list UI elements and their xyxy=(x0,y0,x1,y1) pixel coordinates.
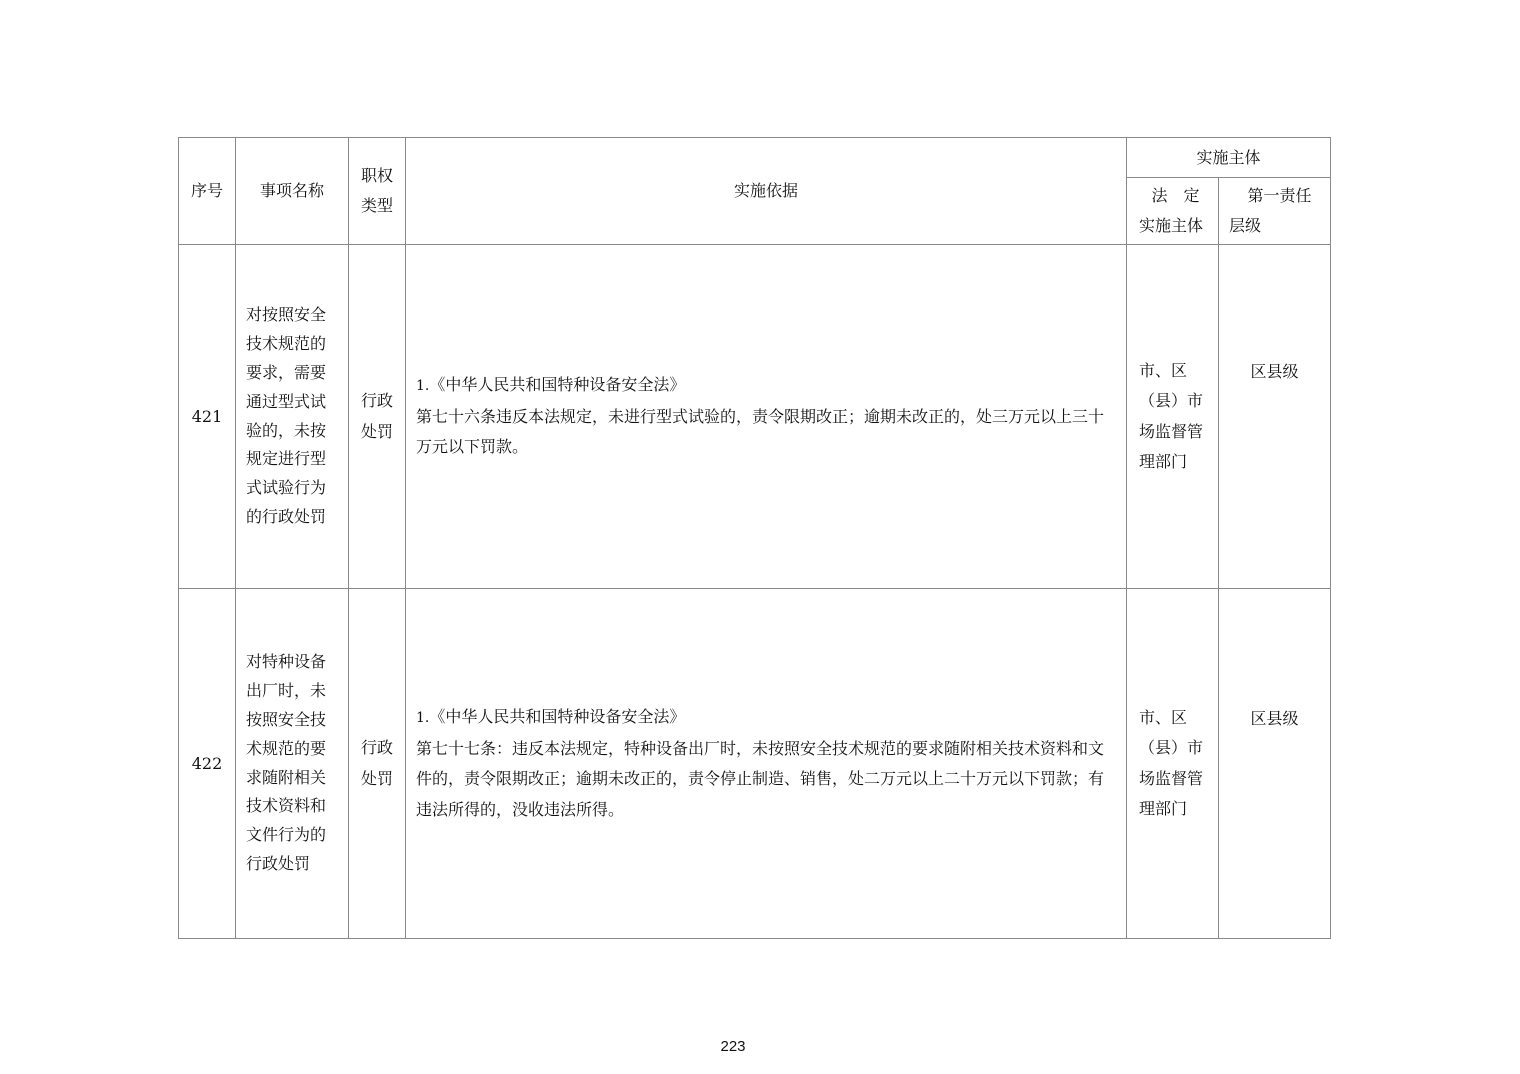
row-resp-level-text: 区县级 xyxy=(1250,361,1299,381)
basis-law-title xyxy=(416,702,1118,734)
row-seq: 421 xyxy=(179,245,236,589)
basis-article: 第七十六条违反本法规定，未进行型式试验的，责令限期改正；逾期未改正的，处三万元以上三十万元以下罚款。 xyxy=(416,406,1105,457)
header-legal-subject-line1: 法 定 xyxy=(1151,186,1200,205)
header-legal-subject-line2: 实施主体 xyxy=(1139,216,1204,235)
table-header-row-1 xyxy=(179,138,1331,178)
basis-law-number: 1. xyxy=(416,710,430,726)
header-resp-level-line1: 第一责任 xyxy=(1247,186,1312,205)
header-power-type xyxy=(349,138,406,245)
row-power-type-line1: 行政 xyxy=(360,738,393,757)
table-row xyxy=(179,245,1331,589)
header-item-name: 事项名称 xyxy=(236,138,349,245)
header-resp-level-line2: 层级 xyxy=(1229,216,1262,235)
row-basis xyxy=(406,245,1127,589)
row-legal-subject: 市、区（县）市场监督管理部门 xyxy=(1127,245,1219,589)
header-subject-group: 实施主体 xyxy=(1127,138,1331,178)
basis-article: 第七十七条：违反本法规定，特种设备出厂时，未按照安全技术规范的要求随附相关技术资料和文件的，责令限期改正；逾期未改正的，责令停止制造、销售，处二万元以上二十万元以下罚款；有违法所得的，没收违法所得。 xyxy=(416,738,1105,819)
header-power-type-line2: 类型 xyxy=(360,196,393,215)
basis-law-name: 《中华人民共和国特种设备安全法》 xyxy=(429,375,686,395)
row-power-type-line2: 处罚 xyxy=(360,768,393,788)
row-resp-level-text: 区县级 xyxy=(1250,708,1299,728)
header-resp-level xyxy=(1219,178,1331,245)
header-basis: 实施依据 xyxy=(406,138,1127,245)
row-power-type-line2: 处罚 xyxy=(360,421,393,441)
row-item-name: 对特种设备出厂时，未按照安全技术规范的要求随附相关技术资料和文件行为的行政处罚 xyxy=(236,589,349,939)
row-legal-subject: 市、区（县）市场监督管理部门 xyxy=(1127,589,1219,939)
header-power-type-line1: 职权 xyxy=(360,166,393,185)
enforcement-items-table xyxy=(178,137,1331,939)
row-basis xyxy=(406,589,1127,939)
basis-law-title xyxy=(416,370,1118,402)
row-power-type-line1: 行政 xyxy=(360,391,393,410)
page-number: 223 xyxy=(720,1038,746,1055)
row-resp-level xyxy=(1219,589,1331,939)
row-power-type xyxy=(349,245,406,589)
table-row xyxy=(179,589,1331,939)
row-item-name: 对按照安全技术规范的要求，需要通过型式试验的，未按规定进行型式试验行为的行政处罚 xyxy=(236,245,349,589)
basis-law-name: 《中华人民共和国特种设备安全法》 xyxy=(429,707,686,726)
row-seq: 422 xyxy=(179,589,236,939)
row-resp-level xyxy=(1219,245,1331,589)
header-seq: 序号 xyxy=(179,138,236,245)
row-power-type xyxy=(349,589,406,939)
basis-law-number: 1. xyxy=(416,378,430,395)
header-legal-subject xyxy=(1127,178,1219,245)
